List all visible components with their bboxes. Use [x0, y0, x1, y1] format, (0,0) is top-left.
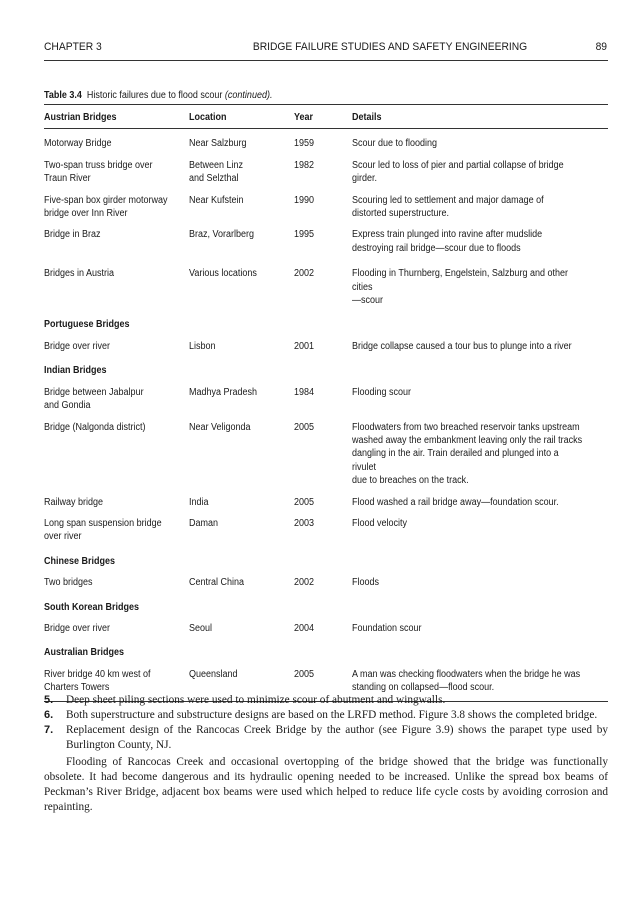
group-heading-label: Chinese Bridges: [44, 555, 116, 567]
numbered-item: [44, 723, 608, 753]
year-cell: 2002: [294, 577, 315, 589]
year-cell: 2001: [294, 340, 315, 352]
location-cell: Various locations: [189, 268, 257, 280]
bridge-cell: Five-span box girder motorway bridge over Inn River: [44, 194, 168, 220]
location-cell: Lisbon: [189, 340, 216, 352]
column-header: Austrian Bridges: [44, 112, 117, 123]
bridge-cell: Bridge over river: [44, 340, 111, 352]
details-cell: Flood velocity: [352, 517, 408, 529]
bridge-cell: River bridge 40 km west of Charters Towers: [44, 668, 151, 694]
location-cell: Braz, Vorarlberg: [189, 229, 255, 241]
location-cell: Central China: [189, 577, 245, 589]
year-cell: 2003: [294, 517, 315, 529]
details-cell: Flooding scour: [352, 386, 412, 398]
bridge-cell: Railway bridge: [44, 496, 104, 508]
location-cell: Between Linz and Selzthal: [189, 159, 244, 185]
chapter-label: CHAPTER 3: [44, 41, 102, 53]
table-row: [44, 340, 608, 353]
location-cell: Near Kufstein: [189, 194, 244, 206]
table-row: [44, 517, 608, 544]
running-header: [44, 41, 607, 57]
table-caption: [44, 90, 272, 101]
table-row: [44, 386, 608, 413]
page-number: 89: [595, 41, 608, 53]
flood-scour-table: [44, 104, 608, 702]
column-header: Year: [294, 112, 314, 123]
table-row: [44, 576, 608, 589]
item-text: Replacement design of the Rancocas Creek Bridge by the author (see Figure 3.9) shows the parapet type used by Burlington County, NJ.: [66, 724, 608, 751]
numbered-item: [44, 708, 608, 723]
chapter-title: BRIDGE FAILURE STUDIES AND SAFETY ENGINEERING: [252, 41, 528, 53]
bridge-cell: Two-span truss bridge over Traun River: [44, 159, 153, 185]
location-cell: Seoul: [189, 622, 213, 634]
group-heading: [44, 646, 608, 659]
table-label: Table 3.4: [44, 90, 82, 101]
table-row: [44, 267, 608, 307]
year-cell: 1959: [294, 138, 315, 150]
table-row: [44, 159, 608, 186]
location-cell: Madhya Pradesh: [189, 386, 258, 398]
location-cell: Near Veligonda: [189, 421, 251, 433]
year-cell: 1990: [294, 194, 315, 206]
item-number: 5.: [44, 694, 54, 706]
table-caption-text: Historic failures due to flood scour: [86, 90, 223, 101]
details-cell: Scour led to loss of pier and partial collapse of bridge girder.: [352, 159, 564, 185]
location-cell: Queensland: [189, 668, 238, 680]
bridge-cell: Bridge in Braz: [44, 229, 101, 241]
group-heading: [44, 601, 608, 614]
details-cell: Floodwaters from two breached reservoir tanks upstream washed away the embankment leaving only the rail tracks dangling in the air. Train derailed and plunged into a rivulet due to breaches on the track.: [352, 421, 583, 487]
group-heading-label: South Korean Bridges: [44, 601, 140, 613]
year-cell: 2005: [294, 421, 315, 433]
group-heading: [44, 364, 608, 377]
location-cell: India: [189, 496, 209, 508]
bridge-cell: Motorway Bridge: [44, 138, 112, 150]
location-cell: Daman: [189, 517, 219, 529]
location-cell: Near Salzburg: [189, 138, 247, 150]
table-row: [44, 228, 608, 255]
details-cell: Flooding in Thurnberg, Engelstein, Salzburg and other cities —scour: [352, 268, 568, 307]
column-header: Location: [189, 112, 227, 123]
year-cell: 2005: [294, 496, 315, 508]
item-number: 6.: [44, 709, 54, 721]
year-cell: 1982: [294, 159, 315, 171]
year-cell: 2002: [294, 268, 315, 280]
details-cell: Express train plunged into ravine after mudslide destroying rail bridge—scour due to floods: [352, 229, 543, 254]
details-cell: A man was checking floodwaters when the bridge he was standing on collapsed—flood scour.: [352, 668, 581, 694]
item-text: Both superstructure and substructure designs are based on the LRFD method. Figure 3.8 shows the completed bridge.: [66, 709, 598, 721]
group-heading: [44, 555, 608, 568]
bridge-cell: Bridge between Jabalpur and Gondia: [44, 386, 144, 412]
details-cell: Foundation scour: [352, 622, 422, 634]
year-cell: 2004: [294, 622, 315, 634]
table-row: [44, 622, 608, 635]
year-cell: 1984: [294, 386, 315, 398]
body-paragraph: Flooding of Rancocas Creek and occasional overtopping of the bridge showed that the bridge was functionally obsolete. It had become dangerous and its hydraulic opening needed to be increased. Unlike the spread box beams of Peckman’s River Bridge, adjacent box beams were used which helped to reduce life cycle costs by avoiding corrosion and repainting.: [44, 756, 608, 813]
group-heading: [44, 318, 608, 331]
table-row: [44, 194, 608, 221]
table-caption-continued: (continued).: [224, 90, 273, 101]
table-header-row: [44, 104, 608, 129]
item-text: Deep sheet piling sections were used to minimize scour of abutment and wingwalls.: [66, 694, 446, 706]
table-row: [44, 421, 608, 488]
details-cell: Floods: [352, 577, 380, 589]
details-cell: Scour due to flooding: [352, 138, 438, 150]
group-heading-label: Indian Bridges: [44, 365, 107, 377]
column-header: Details: [352, 112, 382, 123]
year-cell: 2005: [294, 668, 315, 680]
bridge-cell: Bridge (Nalgonda district): [44, 421, 146, 433]
year-cell: 1995: [294, 229, 315, 241]
group-heading-label: Portuguese Bridges: [44, 319, 130, 331]
body-text: [44, 693, 608, 815]
table-row: [44, 137, 608, 150]
details-cell: Scouring led to settlement and major damage of distorted superstructure.: [352, 194, 544, 220]
details-cell: Flood washed a rail bridge away—foundation scour.: [352, 496, 559, 508]
bridge-cell: Bridges in Austria: [44, 268, 115, 280]
details-cell: Bridge collapse caused a tour bus to plunge into a river: [352, 340, 572, 352]
bridge-cell: Bridge over river: [44, 622, 111, 634]
numbered-item: [44, 693, 608, 708]
bridge-cell: Long span suspension bridge over river: [44, 517, 162, 543]
bridge-cell: Two bridges: [44, 577, 93, 589]
group-heading-label: Australian Bridges: [44, 647, 125, 659]
table-row: [44, 496, 608, 509]
header-rule: [44, 60, 608, 61]
item-number: 7.: [44, 724, 54, 736]
